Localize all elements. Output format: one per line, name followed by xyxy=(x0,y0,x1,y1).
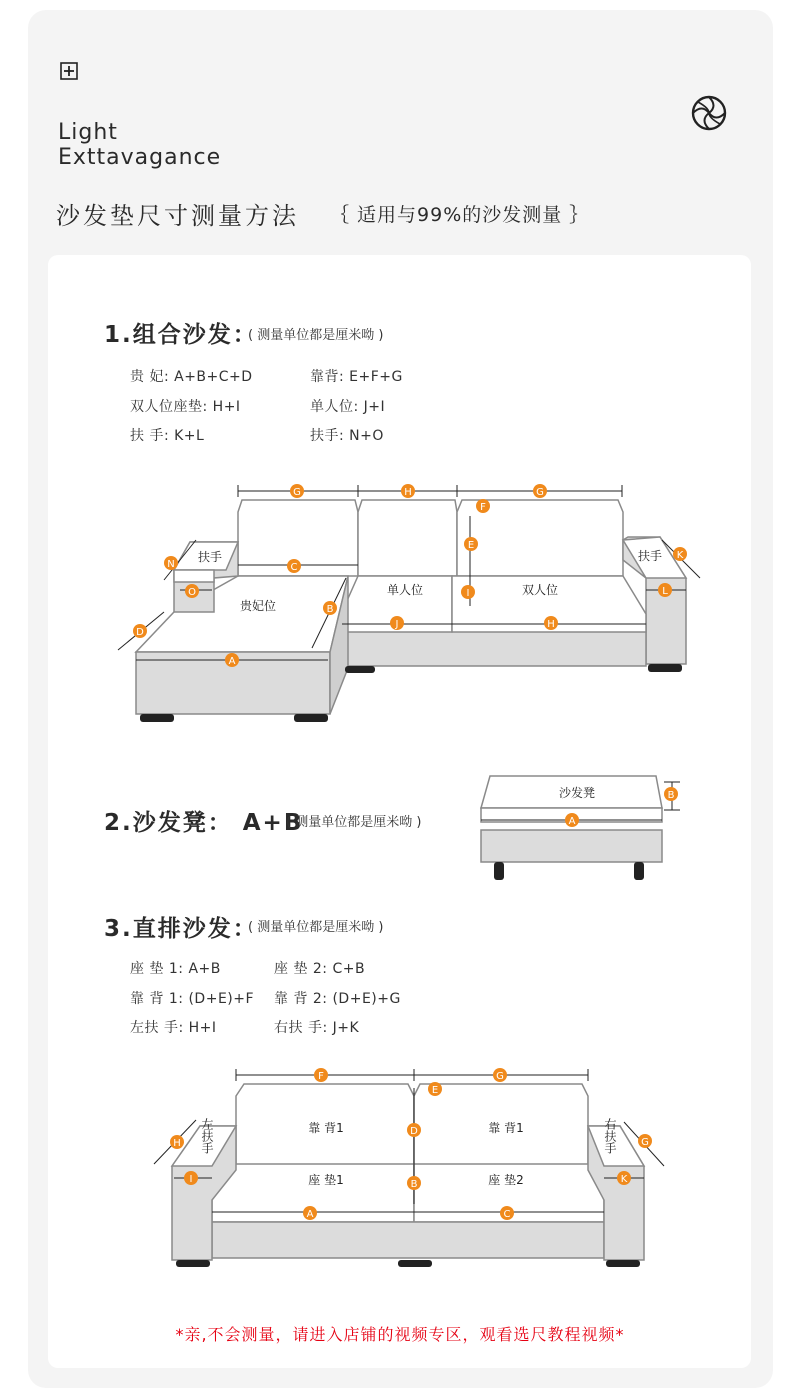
svg-text:K: K xyxy=(620,1174,628,1185)
marker-g-2 xyxy=(533,484,547,498)
svg-text:D: D xyxy=(410,1126,418,1137)
section3-note: ( 测量单位都是厘米呦 ) xyxy=(248,920,384,935)
label-back2: 靠 背1 xyxy=(488,1121,524,1135)
section3-formula-right-arm: 右扶 手: J+K xyxy=(274,1020,360,1036)
svg-text:B: B xyxy=(326,604,334,615)
marker-g-19 xyxy=(493,1068,507,1082)
svg-text:D: D xyxy=(136,627,144,638)
svg-text:F: F xyxy=(480,502,486,513)
section3-formula-left-arm: 左扶 手: H+I xyxy=(130,1020,217,1036)
svg-text:B: B xyxy=(410,1179,418,1190)
label-double-seat: 双人位 xyxy=(521,583,559,597)
svg-text:O: O xyxy=(188,587,196,598)
marker-i-5 xyxy=(461,585,475,599)
label-single-seat: 单人位 xyxy=(386,583,424,597)
section3-title: 3.直排沙发： xyxy=(104,916,258,942)
marker-a-15 xyxy=(225,653,239,667)
brand-line-1: Light xyxy=(58,120,118,145)
section1-formula-back: 靠背: E+F+G xyxy=(310,369,403,385)
label-armrest-left: 扶手 xyxy=(197,550,223,564)
marker-j-13 xyxy=(390,616,404,630)
marker-a-17 xyxy=(565,813,579,827)
marker-a-27 xyxy=(303,1206,317,1220)
svg-text:A: A xyxy=(306,1209,314,1220)
marker-f-18 xyxy=(314,1068,328,1082)
brand-line-2: Exttavagance xyxy=(58,145,222,170)
label-back1: 靠 背1 xyxy=(308,1121,344,1135)
section1-formula-armrest-no: 扶手: N+O xyxy=(310,428,384,444)
section2-note: ( 测量单位都是厘米呦 ) xyxy=(286,815,422,830)
marker-o-9 xyxy=(185,584,199,598)
svg-text:G: G xyxy=(641,1137,649,1148)
marker-n-7 xyxy=(164,556,178,570)
sectional-sofa-drawing xyxy=(136,500,686,714)
marker-b-26 xyxy=(407,1176,421,1190)
marker-b-16 xyxy=(664,787,678,801)
svg-text:I: I xyxy=(189,1174,193,1185)
svg-text:J: J xyxy=(395,619,399,630)
svg-text:N: N xyxy=(167,559,175,570)
marker-d-21 xyxy=(407,1123,421,1137)
marker-h-22 xyxy=(170,1135,184,1149)
label-seat2: 座 垫2 xyxy=(488,1173,524,1187)
svg-text:A: A xyxy=(228,656,236,667)
marker-f-3 xyxy=(476,499,490,513)
straight-sofa-legs xyxy=(176,1260,640,1267)
label-stool: 沙发凳 xyxy=(558,786,596,800)
footer-note: *亲,不会测量，请进入店铺的视频专区，观看选尺教程视频* xyxy=(175,1325,625,1344)
svg-text:C: C xyxy=(503,1209,511,1220)
section3-formula-back1: 靠 背 1: (D+E)+F xyxy=(130,991,255,1007)
label-armrest-right: 扶手 xyxy=(637,549,663,563)
marker-c-6 xyxy=(287,559,301,573)
marker-e-4 xyxy=(464,537,478,551)
svg-text:B: B xyxy=(667,790,675,801)
label-seat1: 座 垫1 xyxy=(308,1173,344,1187)
svg-text:L: L xyxy=(662,586,668,597)
page-subtitle: ｛ 适用与99%的沙发测量 ｝ xyxy=(330,204,590,226)
svg-text:H: H xyxy=(547,619,555,630)
marker-g-23 xyxy=(638,1134,652,1148)
svg-text:G: G xyxy=(293,487,301,498)
svg-text:G: G xyxy=(496,1071,504,1082)
marker-k-8 xyxy=(673,547,687,561)
svg-text:I: I xyxy=(466,588,470,599)
stool-legs xyxy=(494,862,644,880)
section1-formula-armrest-kl: 扶 手: K+L xyxy=(130,428,205,444)
section1-formula-chaise: 贵 妃: A+B+C+D xyxy=(130,369,253,385)
section3-formula-seat2: 座 垫 2: C+B xyxy=(274,961,366,977)
marker-e-20 xyxy=(428,1082,442,1096)
section1-formula-single-seat: 单人位: J+I xyxy=(310,399,386,415)
section1-note: ( 测量单位都是厘米呦 ) xyxy=(248,328,384,343)
svg-text:G: G xyxy=(536,487,544,498)
marker-d-12 xyxy=(133,624,147,638)
svg-text:H: H xyxy=(173,1138,181,1149)
section2-title: 2.沙发凳： A+B xyxy=(104,810,304,836)
svg-text:E: E xyxy=(431,1085,439,1096)
marker-h-14 xyxy=(544,616,558,630)
section1-formula-double-seat: 双人位座垫: H+I xyxy=(130,399,241,415)
marker-l-10 xyxy=(658,583,672,597)
section3-formula-seat1: 座 垫 1: A+B xyxy=(130,961,221,977)
svg-text:H: H xyxy=(404,487,412,498)
section3-formula-back2: 靠 背 2: (D+E)+G xyxy=(274,991,401,1007)
svg-text:E: E xyxy=(467,540,475,551)
page-title: 沙发垫尺寸测量方法 xyxy=(56,202,299,230)
svg-text:A: A xyxy=(568,816,576,827)
svg-text:F: F xyxy=(318,1071,324,1082)
label-chaise: 贵妃位 xyxy=(239,599,277,613)
section1-title: 1.组合沙发： xyxy=(104,322,258,348)
marker-h-1 xyxy=(401,484,415,498)
marker-b-11 xyxy=(323,601,337,615)
straight-sofa-drawing xyxy=(172,1084,644,1260)
marker-c-28 xyxy=(500,1206,514,1220)
svg-text:K: K xyxy=(676,550,684,561)
svg-text:C: C xyxy=(290,562,298,573)
marker-k-25 xyxy=(617,1171,631,1185)
marker-g-0 xyxy=(290,484,304,498)
label-left-arm: 左扶手 xyxy=(200,1118,214,1154)
label-right-arm: 右扶手 xyxy=(603,1118,617,1154)
marker-i-24 xyxy=(184,1171,198,1185)
